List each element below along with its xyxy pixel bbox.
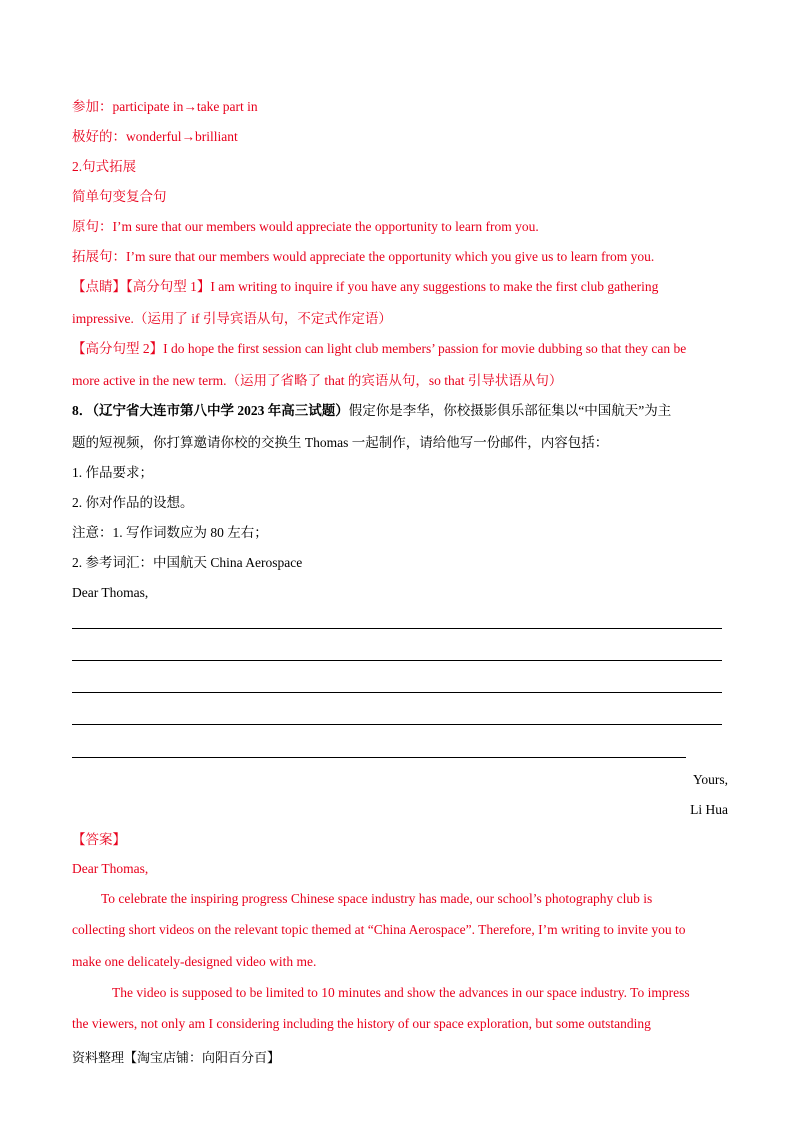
highlight-line-2: impressive.（运用了 if 引导宾语从句，不定式作定语）	[72, 311, 392, 326]
answer-salutation: Dear Thomas,	[72, 861, 149, 876]
page-footer: 资料整理【淘宝店铺：向阳百分百】	[72, 1050, 281, 1065]
section-heading: 2.句式拓展	[72, 159, 137, 174]
answer-paragraph-2-line-1: The video is supposed to be limited to 10 minutes and show the advances in our space industry. To impress	[112, 985, 690, 1000]
letter-signature: Li Hua	[690, 802, 728, 817]
letter-closing: Yours,	[692, 772, 728, 787]
answer-paragraph-1-line-1: To celebrate the inspiring progress Chinese space industry has made, our school’s photography club is	[101, 891, 653, 906]
highlight-line-4: more active in the new term.（运用了省略了 that 的宾语从句，so that 引导状语从句）	[72, 373, 563, 388]
original-sentence: 原句：I’m sure that our members would appreciate the opportunity to learn from you.	[72, 219, 539, 234]
writing-line	[72, 724, 722, 725]
answer-label: 【答案】	[72, 832, 126, 847]
writing-line	[72, 628, 722, 629]
question-prompt-start: 假定你是李华，你校摄影俱乐部征集以“中国航天”为主	[348, 403, 672, 418]
highlight-line-3: 【高分句型 2】I do hope the first session can light club members’ passion for movie dubbing so that they can be	[72, 341, 687, 356]
letter-salutation: Dear Thomas,	[72, 585, 149, 600]
requirement-item-1: 1. 作品要求；	[72, 465, 153, 480]
vocab-line-2: 极好的：wonderful→brilliant	[72, 129, 238, 144]
writing-line	[72, 660, 722, 661]
question-prompt-continued: 题的短视频，你打算邀请你校的交换生 Thomas 一起制作，请给他写一份邮件，内容包括：	[72, 435, 609, 450]
answer-paragraph-1-line-3: make one delicately-designed video with me.	[72, 954, 317, 969]
answer-paragraph-2-line-2: the viewers, not only am I considering including the history of our space exploration, but some outstanding	[72, 1016, 651, 1031]
question-source: （辽宁省大连市第八中学 2023 年高三试题）	[92, 403, 349, 418]
question-header	[72, 402, 671, 420]
requirement-item-2: 2. 你对作品的设想。	[72, 495, 194, 510]
note-line-2: 2. 参考词汇：中国航天 China Aerospace	[72, 555, 303, 570]
writing-line	[72, 692, 722, 693]
question-number: 8．	[72, 403, 93, 418]
section-subheading: 简单句变复合句	[72, 189, 167, 204]
answer-paragraph-1-line-2: collecting short videos on the relevant topic themed at “China Aerospace”. Therefore, I’m writing to invite you to	[72, 922, 686, 937]
writing-line	[72, 757, 686, 758]
note-line-1: 注意：1. 写作词数应为 80 左右；	[72, 525, 268, 540]
highlight-line-1: 【点睛】【高分句型 1】I am writing to inquire if you have any suggestions to make the first club gathering	[72, 279, 659, 294]
vocab-line-1: 参加：participate in→take part in	[72, 99, 258, 114]
extended-sentence: 拓展句：I’m sure that our members would appreciate the opportunity which you give us to learn from you.	[72, 249, 655, 264]
